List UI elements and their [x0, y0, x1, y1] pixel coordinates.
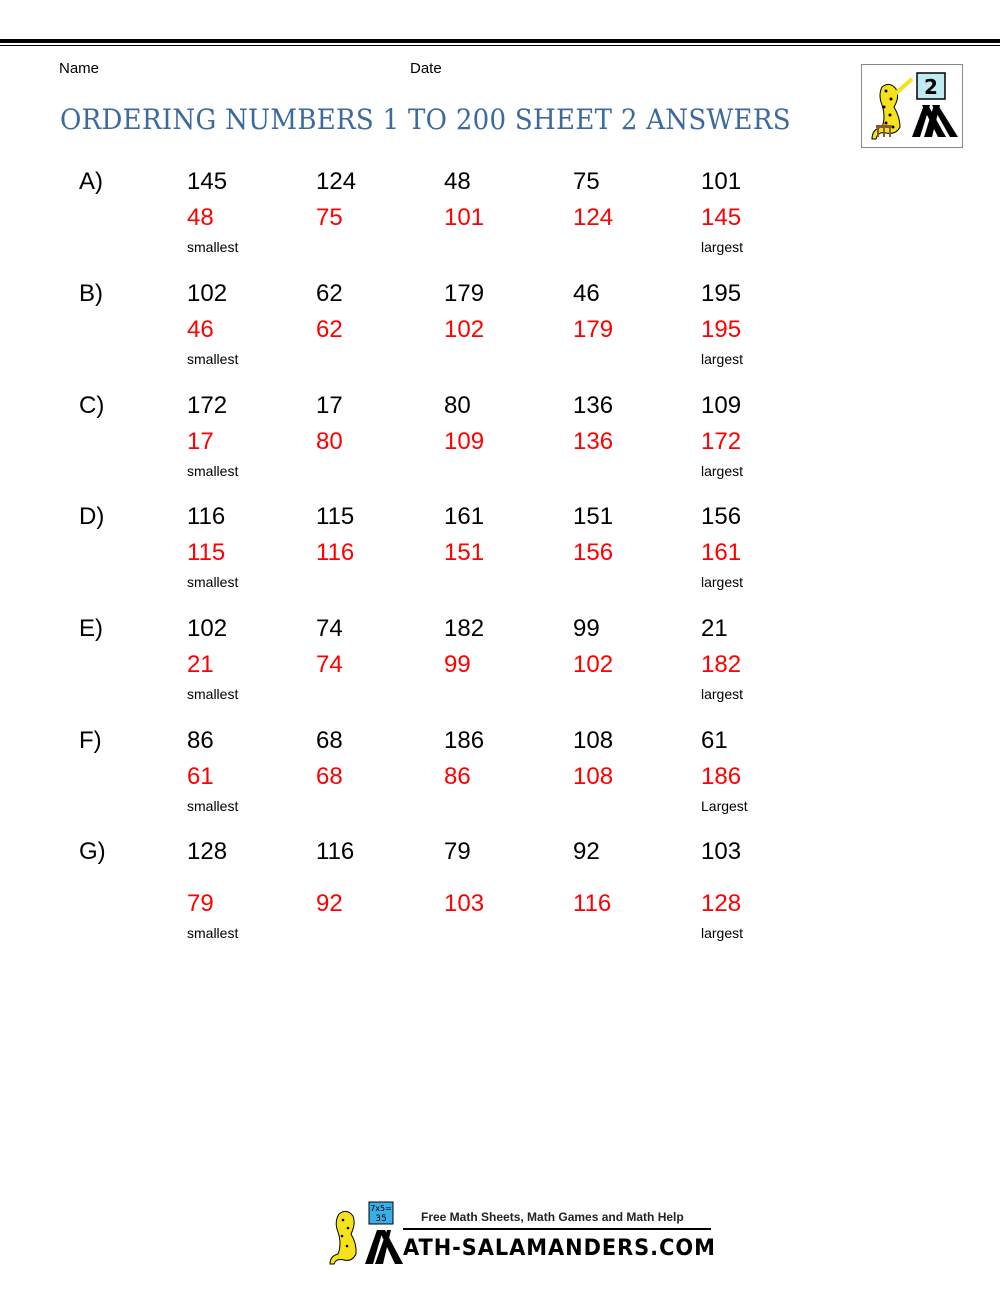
- smallest-label: smallest: [187, 798, 239, 814]
- answer-number: 86: [444, 763, 471, 790]
- logo: [861, 64, 963, 148]
- question-number: 102: [187, 615, 228, 642]
- question-number: 103: [701, 838, 742, 865]
- problem-letter: F): [79, 727, 102, 754]
- question-number: 101: [701, 168, 742, 195]
- date-label: Date: [410, 60, 442, 77]
- question-number: 116: [187, 503, 226, 530]
- problem-letter: B): [79, 280, 103, 307]
- question-number: 182: [444, 615, 485, 642]
- question-number: 17: [316, 392, 343, 419]
- question-number: 109: [701, 392, 742, 419]
- answer-number: 195: [701, 316, 742, 343]
- footer-divider: [403, 1228, 711, 1230]
- answer-number: 62: [316, 316, 343, 343]
- question-number: 172: [187, 392, 228, 419]
- salamander-logo-icon: [862, 65, 962, 147]
- answer-number: 145: [701, 204, 742, 231]
- answer-number: 115: [187, 539, 226, 566]
- answer-number: 74: [316, 651, 343, 678]
- answer-number: 17: [187, 428, 214, 455]
- largest-label: largest: [701, 239, 744, 255]
- question-number: 79: [444, 838, 471, 865]
- question-number: 102: [187, 280, 228, 307]
- name-label: Name: [59, 60, 100, 77]
- question-number: 86: [187, 727, 214, 754]
- svg-text:35: 35: [375, 1214, 387, 1224]
- question-number: 128: [187, 838, 228, 865]
- answer-number: 172: [701, 428, 742, 455]
- problem-letter: E): [79, 615, 103, 642]
- answer-number: 108: [573, 763, 614, 790]
- problem-letter: A): [79, 168, 103, 195]
- largest-label: largest: [701, 925, 744, 941]
- question-number: 156: [701, 503, 742, 530]
- answer-number: 75: [316, 204, 343, 231]
- answer-number: 99: [444, 651, 471, 678]
- answer-number: 116: [573, 890, 612, 917]
- question-number: 75: [573, 168, 600, 195]
- largest-label: Largest: [701, 798, 748, 814]
- footer-tagline: Free Math Sheets, Math Games and Math Help: [421, 1210, 684, 1224]
- answer-number: 186: [701, 763, 742, 790]
- answer-number: 92: [316, 890, 343, 917]
- problem-letter: D): [79, 503, 105, 530]
- largest-label: largest: [701, 686, 744, 702]
- answer-number: 79: [187, 890, 214, 917]
- question-number: 136: [573, 392, 614, 419]
- question-number: 92: [573, 838, 600, 865]
- smallest-label: smallest: [187, 239, 239, 255]
- svg-text:7x5=: 7x5=: [370, 1204, 392, 1213]
- largest-label: largest: [701, 351, 744, 367]
- answer-number: 161: [701, 539, 742, 566]
- question-number: 108: [573, 727, 614, 754]
- problem-letter: G): [79, 838, 106, 865]
- answer-number: 103: [444, 890, 485, 917]
- question-number: 99: [573, 615, 600, 642]
- smallest-label: smallest: [187, 925, 239, 941]
- question-number: 46: [573, 280, 600, 307]
- question-number: 68: [316, 727, 343, 754]
- question-number: 124: [316, 168, 357, 195]
- smallest-label: smallest: [187, 574, 239, 590]
- footer-brand: ATH-SALAMANDERS.COM: [403, 1236, 716, 1261]
- answer-number: 102: [444, 316, 485, 343]
- problem-letter: C): [79, 392, 105, 419]
- question-number: 186: [444, 727, 485, 754]
- question-number: 161: [444, 503, 485, 530]
- question-number: 48: [444, 168, 471, 195]
- smallest-label: smallest: [187, 463, 239, 479]
- question-number: 116: [316, 838, 355, 865]
- page-title: ORDERING NUMBERS 1 TO 200 SHEET 2 ANSWERS: [60, 103, 791, 136]
- question-number: 62: [316, 280, 343, 307]
- answer-number: 128: [701, 890, 742, 917]
- question-number: 61: [701, 727, 728, 754]
- question-number: 115: [316, 503, 355, 530]
- answer-number: 80: [316, 428, 343, 455]
- answer-number: 124: [573, 204, 614, 231]
- answer-number: 102: [573, 651, 614, 678]
- answer-number: 156: [573, 539, 614, 566]
- answer-number: 68: [316, 763, 343, 790]
- smallest-label: smallest: [187, 686, 239, 702]
- question-number: 151: [573, 503, 614, 530]
- answer-number: 101: [444, 204, 485, 231]
- salamander-footer-icon: [325, 1200, 405, 1270]
- question-number: 195: [701, 280, 742, 307]
- answer-number: 116: [316, 539, 355, 566]
- question-number: 74: [316, 615, 343, 642]
- answer-number: 48: [187, 204, 214, 231]
- answer-number: 151: [444, 539, 485, 566]
- question-number: 179: [444, 280, 485, 307]
- question-number: 21: [701, 615, 728, 642]
- answer-number: 61: [187, 763, 214, 790]
- smallest-label: smallest: [187, 351, 239, 367]
- top-rule-thick: [0, 39, 1000, 43]
- answer-number: 179: [573, 316, 614, 343]
- footer-logo: [325, 1200, 715, 1270]
- answer-number: 182: [701, 651, 742, 678]
- answer-number: 46: [187, 316, 214, 343]
- largest-label: largest: [701, 574, 744, 590]
- answer-number: 109: [444, 428, 485, 455]
- svg-text:2: 2: [924, 75, 938, 99]
- answer-number: 136: [573, 428, 614, 455]
- question-number: 145: [187, 168, 228, 195]
- largest-label: largest: [701, 463, 744, 479]
- answer-number: 21: [187, 651, 214, 678]
- top-rule-thin: [0, 45, 1000, 46]
- question-number: 80: [444, 392, 471, 419]
